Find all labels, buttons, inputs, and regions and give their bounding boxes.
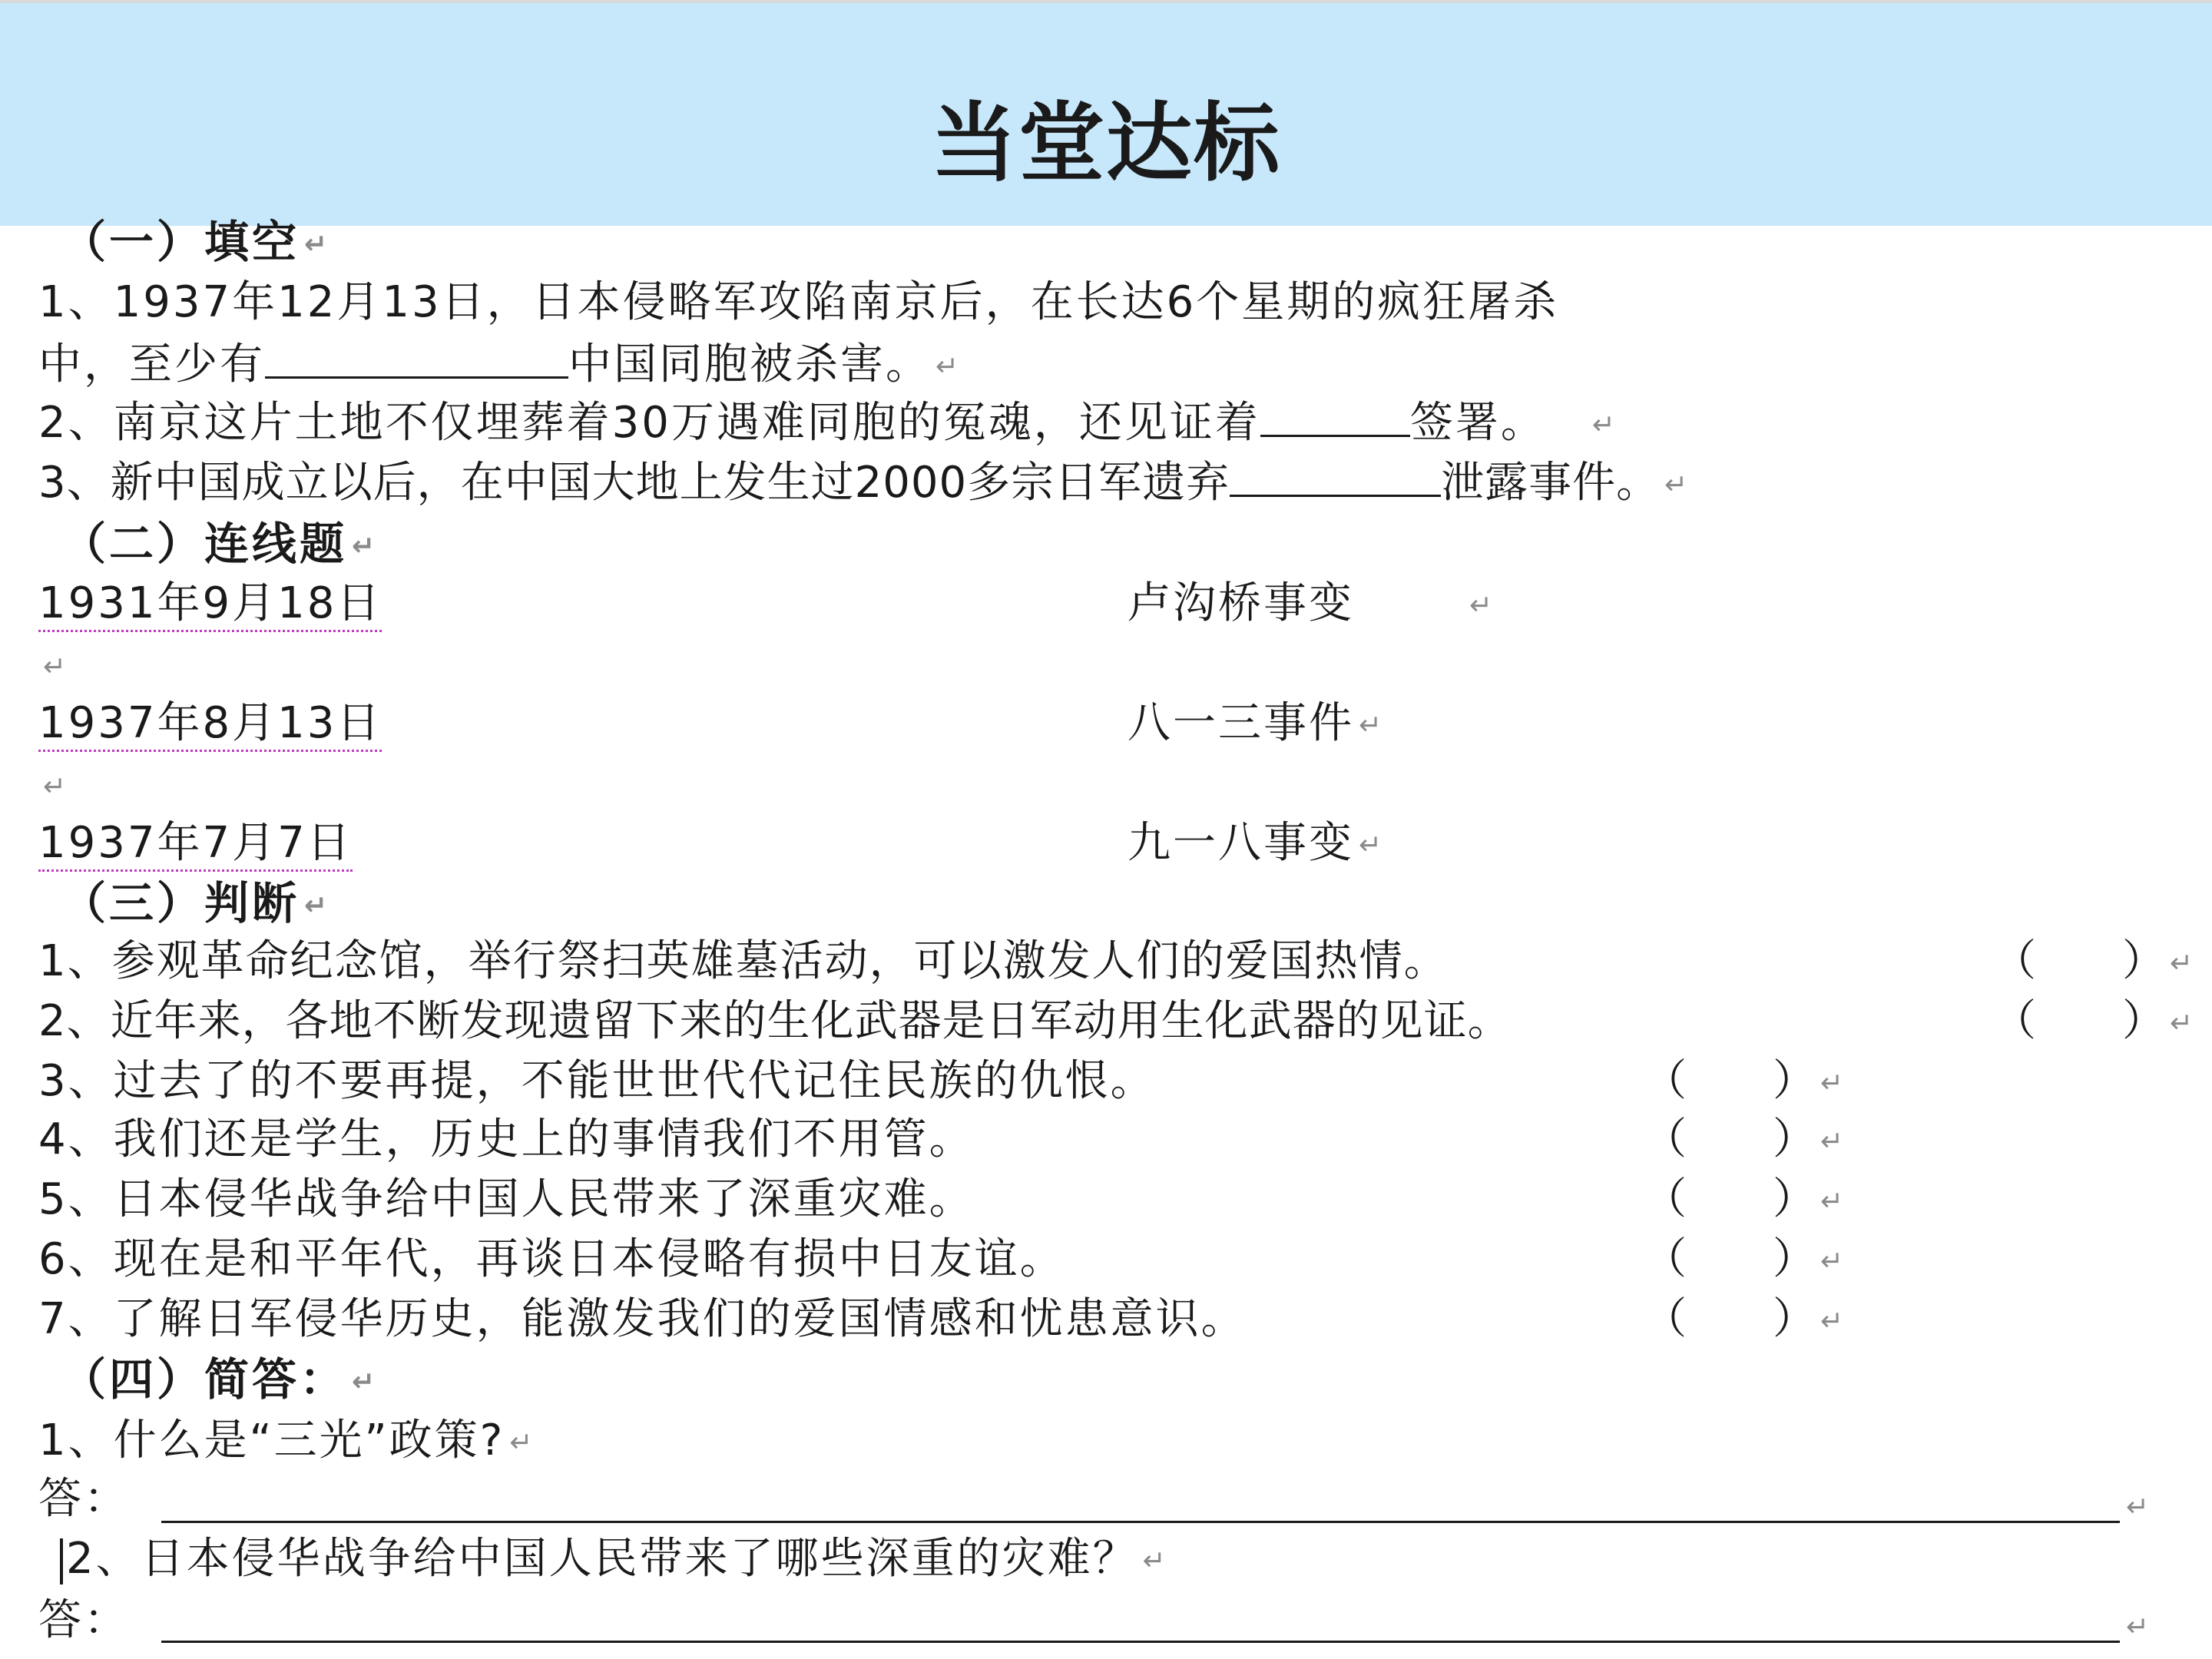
- answer-parens: （ ）: [1644, 1056, 1816, 1106]
- return-mark: ↵: [1664, 469, 1689, 501]
- return-mark: ↵: [935, 350, 962, 382]
- judge-answer-7[interactable]: [1644, 1292, 1843, 1349]
- answer-parens: （ ）: [1993, 996, 2165, 1046]
- judge-text: 7、了解日军侵华历史，能激发我们的爱国情感和忧患意识。: [38, 1294, 1247, 1344]
- judge-answer-4[interactable]: [1644, 1112, 1843, 1170]
- section-fill-heading: [61, 214, 330, 273]
- short-q1-text: 1、什么是“三光”政策?: [38, 1416, 505, 1465]
- return-mark: ↵: [1359, 709, 1385, 741]
- match-event-1: [1128, 576, 1495, 634]
- judge-answer-2[interactable]: [1993, 994, 2193, 1051]
- judge-text: 2、近年来，各地不断发现遗留下来的生化武器是日军动用生化武器的见证。: [38, 996, 1512, 1046]
- return-mark: ↵: [352, 530, 379, 562]
- return-mark: ↵: [509, 1426, 535, 1459]
- fill-blank[interactable]: [1260, 395, 1410, 437]
- answer-line-2[interactable]: [161, 1641, 2120, 1643]
- return-mark: ↵: [2170, 1007, 2194, 1039]
- fill-q3: [38, 455, 1688, 513]
- judge-item-1: [38, 934, 1449, 989]
- judge-text: 4、我们还是学生，历史上的事情我们不用管。: [38, 1114, 975, 1164]
- judge-answer-6[interactable]: [1644, 1232, 1843, 1290]
- answer-parens: （ ）: [1993, 936, 2165, 986]
- return-mark: ↵: [1820, 1067, 1844, 1099]
- short-q1: [38, 1413, 535, 1471]
- match-event-text: 八一三事件: [1128, 698, 1354, 748]
- fill-q2: [38, 395, 1618, 453]
- answer-parens: （ ）: [1644, 1174, 1816, 1224]
- fill-q1-text: 1、1937年12月13日，日本侵略军攻陷南京后，在长达6个星期的疯狂屠杀: [38, 277, 1559, 327]
- return-mark: ↵: [1591, 409, 1618, 441]
- short-answer-2-label: [38, 1593, 129, 1648]
- match-event-text: 卢沟桥事变: [1128, 578, 1354, 628]
- section-short-heading: [61, 1352, 378, 1410]
- judge-text: 3、过去了的不要再提，不能世世代代记住民族的仇恨。: [38, 1056, 1156, 1106]
- fill-q1-line2: [38, 336, 961, 395]
- text-cursor: [60, 1538, 63, 1584]
- fill-q1-pre: 中，至少有: [38, 339, 265, 389]
- fill-q2-post: 签署。: [1409, 398, 1546, 448]
- match-date-2: [38, 696, 382, 751]
- judge-text: 1、参观革命纪念馆，举行祭扫英雄墓活动，可以激发人们的爱国热情。: [38, 936, 1449, 986]
- return-mark: ↵: [2126, 1611, 2150, 1643]
- return-mark: ↵: [2170, 947, 2194, 979]
- judge-answer-1[interactable]: [1993, 934, 2193, 992]
- match-date-text: 1937年8月13日: [38, 698, 382, 752]
- match-event-text: 九一八事变: [1128, 818, 1354, 868]
- return-mark: ↵: [1469, 589, 1495, 621]
- return-mark: ↵: [2126, 1492, 2150, 1523]
- judge-item-6: [38, 1232, 1065, 1287]
- match-date-1: [38, 576, 382, 631]
- return-mark: ↵: [1359, 829, 1385, 861]
- return-mark: ↵: [1820, 1245, 1844, 1277]
- fill-q1-line1: [38, 275, 1558, 330]
- section-match-heading: [61, 516, 378, 575]
- short-answer-1-label: [38, 1472, 129, 1527]
- section-judge-heading: [61, 876, 330, 934]
- return-mark: ↵: [1820, 1125, 1844, 1157]
- match-event-3: [1128, 816, 1384, 873]
- answer-parens: （ ）: [1644, 1294, 1816, 1344]
- judge-text: 6、现在是和平年代，再谈日本侵略有损中日友谊。: [38, 1234, 1065, 1284]
- answer-line-1[interactable]: [161, 1521, 2120, 1523]
- judge-answer-3[interactable]: [1644, 1054, 1843, 1111]
- empty-paragraph: [38, 757, 68, 815]
- match-event-2: [1128, 696, 1384, 753]
- answer-label: 答：: [38, 1474, 129, 1524]
- match-date-text: 1931年9月18日: [38, 578, 382, 632]
- judge-item-5: [38, 1172, 975, 1227]
- return-mark: ↵: [304, 889, 331, 922]
- return-mark: ↵: [352, 1366, 379, 1398]
- judge-item-4: [38, 1112, 975, 1167]
- return-mark: ↵: [43, 651, 69, 683]
- answer-parens: （ ）: [1644, 1234, 1816, 1284]
- fill-blank[interactable]: [265, 336, 568, 379]
- slide-title: 当堂达标: [931, 94, 1281, 194]
- answer-parens: （ ）: [1644, 1114, 1816, 1164]
- short-q2-text: 2、日本侵华战争给中国人民带来了哪些深重的灾难？: [66, 1534, 1138, 1584]
- return-mark: ↵: [1820, 1185, 1844, 1217]
- section-judge-label: （三）判断: [61, 877, 300, 929]
- fill-q3-post: 泄露事件。: [1441, 458, 1661, 508]
- judge-item-2: [38, 994, 1512, 1049]
- judge-text: 5、日本侵华战争给中国人民带来了深重灾难。: [38, 1174, 975, 1224]
- return-mark: ↵: [1820, 1305, 1844, 1337]
- return-mark: ↵: [1142, 1545, 1168, 1577]
- judge-item-7: [38, 1292, 1247, 1347]
- fill-q3-pre: 3、新中国成立以后，在中国大地上发生过2000多宗日军遗弃: [38, 458, 1230, 508]
- fill-q2-pre: 2、南京这片土地不仅埋葬着30万遇难同胞的冤魂，还见证着: [38, 398, 1260, 448]
- fill-q1-post: 中国同胞被杀害。: [568, 339, 931, 389]
- match-date-text: 1937年7月7日: [38, 818, 353, 872]
- judge-answer-5[interactable]: [1644, 1172, 1843, 1230]
- section-short-label: （四）简答：: [61, 1353, 348, 1406]
- section-match-label: （二）连线题: [61, 518, 348, 570]
- match-date-3: [38, 816, 353, 871]
- section-fill-label: （一）填空: [61, 216, 300, 268]
- fill-blank[interactable]: [1230, 455, 1441, 497]
- return-mark: ↵: [43, 770, 69, 803]
- short-q2: [60, 1532, 1168, 1589]
- judge-item-3: [38, 1054, 1156, 1109]
- answer-label: 答：: [38, 1595, 129, 1645]
- return-mark: ↵: [304, 228, 331, 260]
- empty-paragraph: [38, 637, 68, 695]
